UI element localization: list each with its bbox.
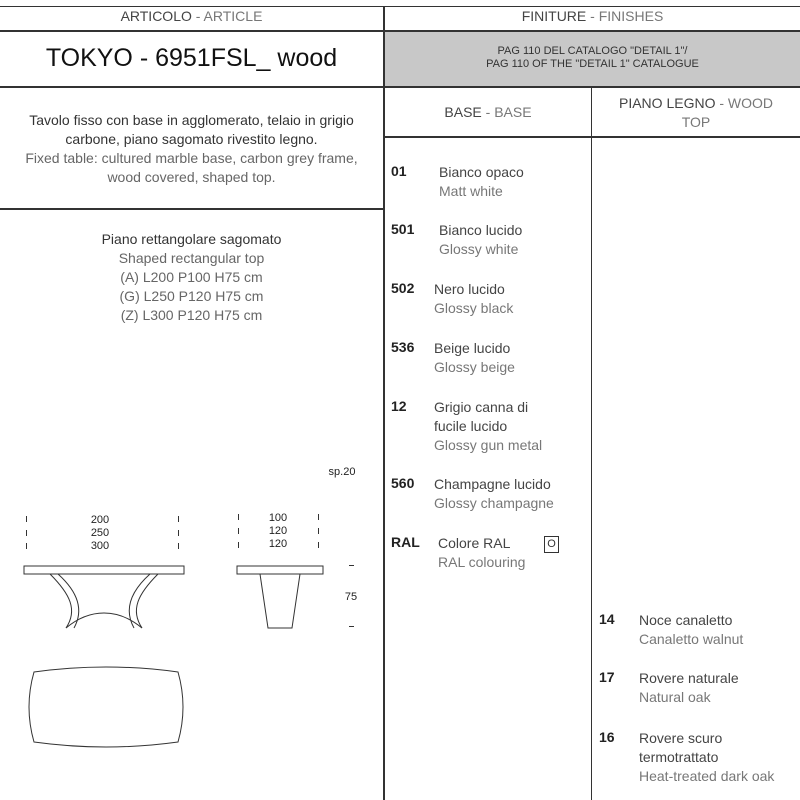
finish-code: 501 <box>391 221 415 237</box>
desc-it-1: Tavolo fisso con base in agglomerato, telaio in grigio <box>29 112 354 128</box>
product-title: TOKYO - 6951FSL_ wood <box>45 44 338 72</box>
finish-code: 560 <box>391 475 415 491</box>
dim-tick <box>238 514 239 520</box>
finish-it-2: fucile lucido <box>434 418 508 434</box>
front-leg-right <box>136 574 158 628</box>
finish-code: 12 <box>391 398 407 414</box>
top-en2: TOP <box>681 114 711 130</box>
finish-it-2: termotrattato <box>639 749 719 765</box>
size-z: (Z) L300 P120 H75 cm <box>120 307 263 323</box>
finish-it: Rovere scuro <box>639 730 723 746</box>
shape-en: Shaped rectangular top <box>118 250 265 266</box>
size-g: (G) L250 P120 H75 cm <box>119 288 264 304</box>
catalog-line2: PAG 110 OF THE "DETAIL 1" CATALOGUE <box>486 58 699 70</box>
top-col-header <box>592 94 800 132</box>
sep: - <box>481 104 495 120</box>
finish-en: Natural oak <box>639 689 711 705</box>
finish-en: Glossy black <box>434 300 514 316</box>
side-base <box>260 574 300 628</box>
table-side-view <box>234 560 326 632</box>
height-tick-bottom <box>349 626 354 627</box>
length-dims <box>80 514 120 553</box>
top-shape <box>0 230 383 325</box>
catalog-line1: PAG 110 DEL CATALOGO "DETAIL 1"/ <box>497 45 688 57</box>
height-tick-top <box>349 565 354 566</box>
base-en: BASE <box>494 104 532 120</box>
finish-it: Noce canaletto <box>639 612 733 628</box>
finishes-it: FINITURE <box>521 8 587 24</box>
table-top-view <box>24 664 188 750</box>
base-col-header <box>385 104 591 120</box>
thickness-label: sp.20 <box>328 466 356 478</box>
shape-it: Piano rettangolare sagomato <box>101 231 282 247</box>
finish-code: 16 <box>599 729 615 745</box>
finish-it: Bianco opaco <box>439 164 524 180</box>
front-leg-cross <box>66 613 142 628</box>
article-it: ARTICOLO <box>120 8 192 24</box>
sep: - <box>715 95 728 111</box>
finish-en: Glossy gun metal <box>434 437 543 453</box>
dim-tick <box>26 530 27 536</box>
dim-tick <box>238 528 239 534</box>
length-300: 300 <box>90 540 110 552</box>
finish-code: 14 <box>599 611 615 627</box>
finish-en: Glossy champagne <box>434 495 554 511</box>
dim-tick <box>178 530 179 536</box>
finish-en: Matt white <box>439 183 503 199</box>
finishes-en: FINISHES <box>598 8 664 24</box>
length-250: 250 <box>90 527 110 539</box>
dim-tick <box>318 528 319 534</box>
dim-tick <box>178 516 179 522</box>
finish-it: Beige lucido <box>434 340 511 356</box>
finish-code: 536 <box>391 339 415 355</box>
height-label: 75 <box>344 591 358 603</box>
description-divider <box>0 208 383 210</box>
finish-it: Rovere naturale <box>639 670 739 686</box>
finish-en: Heat-treated dark oak <box>639 768 775 784</box>
finish-it: Colore RAL <box>438 535 511 551</box>
finish-column-divider <box>591 88 592 800</box>
finish-code: 502 <box>391 280 415 296</box>
finish-en: Canaletto walnut <box>639 631 744 647</box>
finish-en: RAL colouring <box>438 554 526 570</box>
finish-it: Champagne lucido <box>434 476 551 492</box>
description <box>0 111 383 187</box>
ral-badge: O <box>544 536 559 553</box>
finish-it: Nero lucido <box>434 281 505 297</box>
base-it: BASE <box>444 104 482 120</box>
finish-en: Glossy beige <box>434 359 515 375</box>
article-en: ARTICLE <box>203 8 263 24</box>
dim-tick <box>238 542 239 548</box>
finish-code: 17 <box>599 669 615 685</box>
finish-code: 01 <box>391 163 407 179</box>
length-200: 200 <box>90 514 110 526</box>
finish-it: Grigio canna di <box>434 399 529 415</box>
catalog-ref <box>385 45 800 71</box>
finishes-header <box>385 8 800 24</box>
front-leg-right-inner <box>129 574 150 628</box>
desc-en-1: Fixed table: cultured marble base, carbon grey frame, <box>25 150 358 166</box>
finish-code: RAL <box>391 534 420 550</box>
front-leg-left-inner <box>58 574 79 628</box>
dim-tick <box>26 516 27 522</box>
top-en: WOOD <box>727 95 774 111</box>
dim-tick <box>318 514 319 520</box>
dim-tick <box>26 543 27 549</box>
title-divider <box>0 86 800 88</box>
dim-tick <box>318 542 319 548</box>
sep: - <box>586 8 599 24</box>
top-it: PIANO LEGNO <box>618 95 716 111</box>
top-view-outline <box>29 667 183 747</box>
desc-it-2: carbone, piano sagomato rivestito legno. <box>65 131 318 147</box>
dim-tick <box>178 543 179 549</box>
main-column-divider <box>383 6 385 800</box>
finish-it: Bianco lucido <box>439 222 523 238</box>
front-leg-left <box>50 574 72 628</box>
table-front-view <box>20 560 190 632</box>
depth-120a: 120 <box>268 525 288 537</box>
depth-100: 100 <box>268 512 288 524</box>
size-a: (A) L200 P100 H75 cm <box>120 269 263 285</box>
depth-120b: 120 <box>268 538 288 550</box>
depth-dims <box>258 512 298 551</box>
top-border <box>0 6 800 7</box>
desc-en-2: wood covered, shaped top. <box>107 169 276 185</box>
sep: - <box>191 8 204 24</box>
finish-en: Glossy white <box>439 241 519 257</box>
article-header <box>0 8 383 24</box>
front-top <box>24 566 184 574</box>
side-top <box>237 566 323 574</box>
